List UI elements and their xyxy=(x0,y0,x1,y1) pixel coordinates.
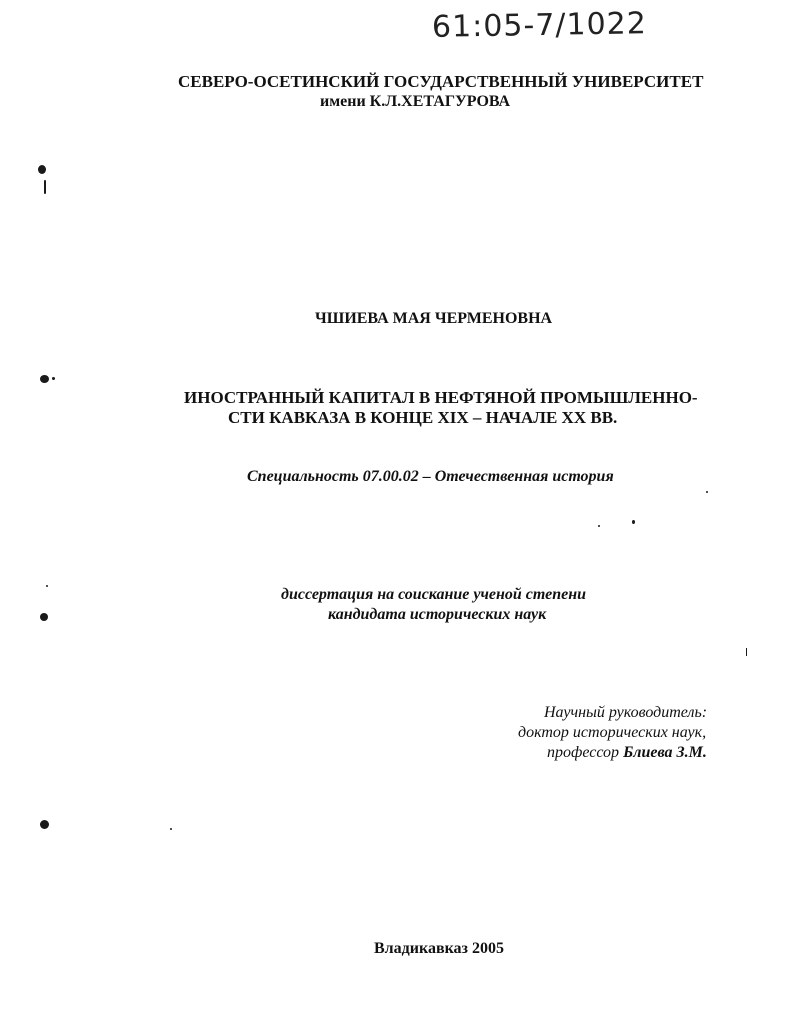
scan-speck xyxy=(170,828,172,830)
supervisor-degree: доктор исторических наук, xyxy=(518,724,707,741)
university-name: СЕВЕРО-ОСЕТИНСКИЙ ГОСУДАРСТВЕННЫЙ УНИВЕРСИТЕТ xyxy=(178,72,704,91)
scan-speck xyxy=(52,377,55,380)
scan-speck xyxy=(38,165,46,174)
degree-statement-line-2: кандидата исторических наук xyxy=(328,606,547,623)
scan-speck xyxy=(40,820,49,829)
scan-speck xyxy=(598,525,600,527)
scan-speck xyxy=(40,375,49,383)
supervisor-name: Блиева З.М. xyxy=(623,744,707,761)
scan-speck xyxy=(44,180,46,194)
city-and-year: Владикавказ 2005 xyxy=(374,940,504,957)
university-named-after: имени К.Л.ХЕТАГУРОВА xyxy=(320,93,511,110)
scan-speck xyxy=(46,585,48,587)
author-name: ЧШИЕВА МАЯ ЧЕРМЕНОВНА xyxy=(315,310,553,327)
supervisor-title-name xyxy=(547,743,707,763)
degree-statement-line-1: диссертация на соискание ученой степени xyxy=(281,586,586,603)
scan-speck xyxy=(632,520,635,524)
specialty: Специальность 07.00.02 – Отечественная история xyxy=(247,468,614,485)
scan-speck xyxy=(706,491,708,493)
scan-speck xyxy=(40,613,48,621)
dissertation-title-line-1: ИНОСТРАННЫЙ КАПИТАЛ В НЕФТЯНОЙ ПРОМЫШЛЕННО- xyxy=(184,388,698,407)
supervisor-label: Научный руководитель: xyxy=(544,704,708,721)
supervisor-title: профессор xyxy=(547,744,620,761)
handwritten-catalog-number: 61:05-7/1022 xyxy=(431,6,648,45)
dissertation-title-line-2: СТИ КАВКАЗА В КОНЦЕ XIX – НАЧАЛЕ XX ВВ. xyxy=(228,408,618,427)
scan-speck xyxy=(746,648,747,656)
